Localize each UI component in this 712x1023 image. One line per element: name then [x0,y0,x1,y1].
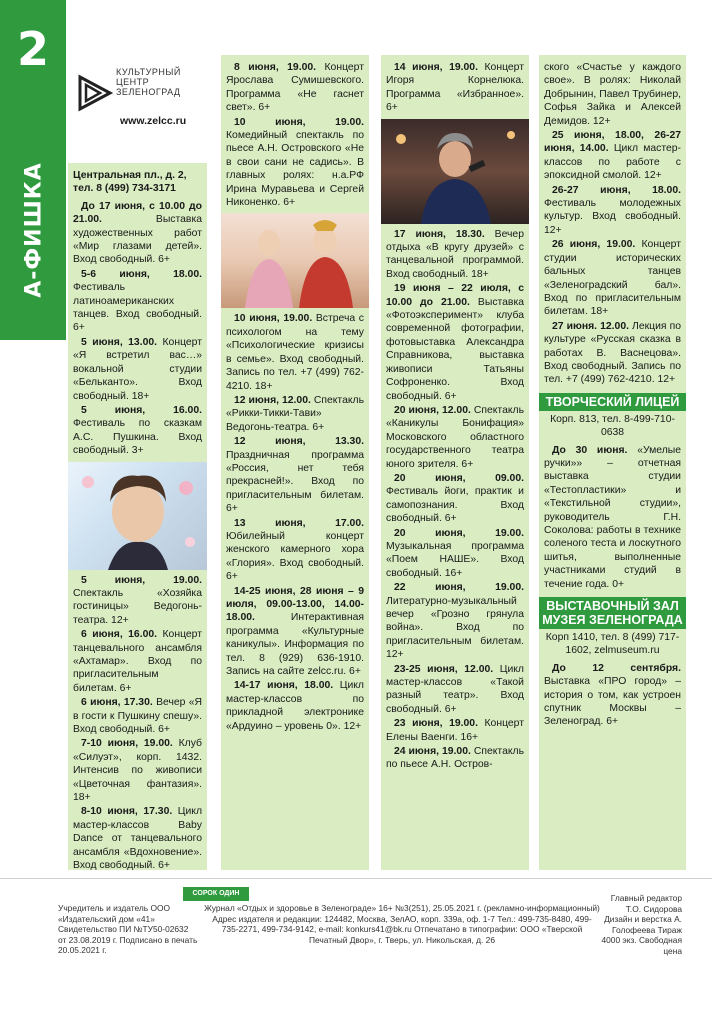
event-item [73,336,202,403]
venue-banner-museum: ВЫСТАВОЧНЫЙ ЗАЛ МУЗЕЯ ЗЕЛЕНОГРАДА [539,597,686,629]
event-text: Выставка художественных работ «Мир глазами детей». Вход свободный. 6+ [73,214,202,266]
venue-banner-lyceum: ТВОРЧЕСКИЙ ЛИЦЕЙ [539,393,686,411]
event-continuation: ского «Счастье у каждого свое». В ролях: Николай Добрынин, Павел Трубинер, Софья Зайка и Алексей Демидов. 12+ [544,62,681,127]
event-date: До 17 июня, с 10.00 до 21.00. [73,200,202,226]
event-text: Юбилейный концерт женского камерного хора «Глория». Вход свободный. 6+ [226,530,364,583]
event-text: Цикл мастер-классов по прикладной электронике «Ардуино – уровень 0». 12+ [226,680,364,732]
event-item [73,737,202,804]
event-item [73,805,202,870]
pushkin-portrait-image [68,462,207,570]
event-text: Фестиваль йоги, практик и самопознания. Вход свободный. 6+ [386,486,524,525]
event-item [544,662,681,729]
event-item [73,268,202,335]
events-list [68,574,207,870]
event-text: Музыкальная программа «Поем НАШЕ». Вход свободный. 16+ [386,540,524,579]
event-date: 5 июня, 13.00. [81,336,158,348]
section-label-text: А-ФИШКА [21,162,47,298]
event-text: Выставка «Фотоэксперимент» клуба современной фотографии, фотовыставка Александра Справникова, выставка живописи Татьяны Софроненко. Вход свободный. 6+ [386,296,525,402]
event-date: 12 июня, 12.00. [234,394,311,406]
journal-info: Журнал «Отдых и здоровье в Зеленограде» 16+ №3(251), 25.05.2021 г. (рекламно-информационный) Адрес издателя и редакции: 124482, Москва, ЗелАО, корп. 339а, оф. 1-7 Тел.: 499-735-8480, 499-735-2271, 499-734-9142, e-mail: konkurs41@bk.ru Отпечатано в типографии: ООО «Тверской Печатный Двор», г. Тверь, ул. Никольская, д. 26 [204,903,600,945]
events-list [381,228,529,772]
event-item [386,61,524,115]
event-item [226,435,364,515]
event-text: Фестиваль латиноамериканских танцев. Вход свободный. 6+ [73,282,202,334]
event-date: 5 июня, 16.00. [81,404,202,416]
events-list [539,444,686,591]
events-list [539,55,686,387]
event-text: Литературно-музыкальный вечер «Грозно грянула война». Вход по пригласительным билетам. 12+ [386,595,524,661]
event-text: Клуб «Силуэт», корп. 1432. Интенсив по живописи «Цветочная фантазия». 18+ [73,738,202,804]
event-item [73,628,202,695]
event-item [73,696,202,736]
event-date: 26 июня, 19.00. [552,239,636,251]
event-date: 6 июня, 17.30. [81,697,153,709]
imprint-footer [0,878,712,1023]
event-date: 8-10 июня, 17.30. [81,806,173,818]
events-list [68,200,207,458]
event-item [226,394,364,434]
event-date: 23-25 июня, 12.00. [394,663,494,675]
event-item [386,228,524,282]
column-2 [221,55,369,870]
event-date: 26-27 июня, 18.00. [552,184,681,196]
event-text: «Умелые ручки»» – отчетная выставка студии «Тестопластики» и «Текстильной студии», руководитель Г.Н. Соколова: работы в технике соленого теста и лоскутного шитья, выполненные участниками студий в течение года. 0+ [544,444,682,590]
event-item [386,581,524,661]
event-text: Концерт Елены Ваенги. 16+ [386,718,524,743]
event-text: Цикл мастер-классов по работе с эпоксидной смолой. 12+ [544,143,682,182]
event-date: 20 июня, 19.00. [394,527,524,539]
event-text: Концерт танцевального ансамбля «Ахтамар». Вход по пригласительным билетам. 6+ [73,629,202,694]
event-text: Спектакль «Рикки-Тикки-Тави» Ведогонь-театра. 6+ [226,394,364,433]
venue-info-lyceum: Корп. 813, тел. 8-499-710-0638 [550,413,675,439]
theatre-photo-image [221,213,369,308]
singer-photo-image [381,119,529,224]
event-date: 14-25 июня, 28 июня – 9 июля, 09.00-13.00, 14.00-18.00. [226,585,364,624]
event-item [73,200,202,267]
column-1 [68,55,207,870]
event-text: Фестиваль молодежных культур. Вход свободный. 12+ [544,198,681,236]
event-text: Концерт Ярослава Сумишевского. Программа «Не гаснет свет». 6+ [226,62,364,114]
event-date: 25 июня, 18.00, 26-27 июня, 14.00. [544,130,681,155]
event-item [544,238,681,318]
event-text: Лекция по культуре «Русская сказка в работах В. Васнецова». Вход свободный. Запись по тел. +7 (499) 762-4210. 12+ [544,320,681,386]
column-3 [381,55,529,870]
venue-info-museum: Корп 1410, тел. 8 (499) 717-1602, zelmuseum.ru [545,632,680,657]
event-item [386,404,524,471]
event-item [544,129,681,183]
event-date: 19 июня – 22 июля, с 10.00 до 21.00. [386,283,524,308]
event-date: 13 июня, 17.00. [234,517,364,529]
event-date: 14-17 июня, 18.00. [234,680,334,692]
event-date: 22 июня, 19.00. [394,582,524,594]
event-date: 20 июня, 09.00. [394,472,524,484]
address: Центральная пл., д. 2, тел. 8 (499) 734-3171 [73,170,187,195]
event-text: Комедийный спектакль по пьесе А.Н. Островского «Не в свои сани не садись». В главных ролях: н.а.РФ Ирина Муравьева и Сергей Никоненко. 6+ [226,130,364,209]
event-item [386,663,524,717]
event-item [386,282,524,403]
event-date: До 12 сентября. [552,662,681,674]
event-date: 17 июня, 18.30. [394,228,485,240]
events-list [221,312,369,733]
event-item [544,444,681,591]
event-date: До 30 июня. [552,444,628,456]
culture-center-logo-icon [76,73,114,113]
event-date: 6 июня, 16.00. [81,629,158,641]
event-date: 27 июня. 12.00. [552,320,629,332]
event-text: Интерактивная программа «Культурные каникулы». Информация по тел. 8 (929) 636-1910. Запись на сайте zelcc.ru. 6+ [226,612,364,678]
event-item [73,404,202,458]
publisher-logo: СОРОК ОДИН [183,887,249,901]
event-text: Концерт студии исторических бальных танцев «Зеленоградский бал». Вход по пригласительным билетам. 18+ [544,239,681,318]
event-date: 23 июня, 19.00. [394,718,478,730]
event-item [544,184,681,238]
event-text: Спектакль по пьесе А.Н. Остров- [386,746,524,771]
event-item [544,320,681,387]
event-text: Концерт «Я встретил вас…» вокальной студии «Бельканто». Вход свободный. 18+ [73,336,202,402]
event-text: Спектакль «Каникулы Бонифация» Московского областного государственного театра юного зрителя. 6+ [386,404,524,470]
event-item [226,312,364,392]
event-date: 8 июня, 19.00. [234,62,317,73]
event-date: 10 июня, 19.00. [234,313,313,325]
page-number: 2 [16,22,49,76]
event-date: 24 июня, 19.00. [394,746,471,758]
event-text: Выставка «ПРО город» – история о том, как устроен спутник Москвы – Зеленоград. 6+ [544,676,681,728]
event-item [226,61,364,115]
event-item [386,527,524,581]
event-date: 12 июня, 13.30. [234,436,364,448]
event-text: Концерт Игоря Корнелюка. Программа «Избранное». 6+ [386,62,524,114]
site-link[interactable]: www.zelcc.ru [120,115,187,127]
event-text: Цикл мастер-классов Baby Dance от танцевального ансамбля «Вдохновение». Вход свободный. 6+ [73,806,203,870]
events-list [539,662,686,729]
events-list [221,55,369,209]
event-item [386,717,524,744]
event-text: Спектакль «Хозяйка гостиницы» Ведогонь-театра. 12+ [73,587,202,626]
event-date: 5-6 июня, 18.00. [81,268,202,280]
events-list [381,55,529,115]
event-date: 20 июня, 12.00. [394,404,471,416]
sidebar-stripe [0,0,66,340]
event-text: Вечер отдыха «В кругу друзей» с танцевальной программой. Вход свободный. 18+ [386,228,524,280]
event-item [386,472,524,526]
event-text: Встреча с психологом на тему «Психологические кризисы в семье». Вход свободный. Запись по тел. +7 (499) 762-4210. 18+ [226,313,365,392]
event-date: 5 июня, 19.00. [81,574,202,586]
event-date: 10 июня, 19.00. [234,116,364,128]
event-item [226,679,364,733]
event-text: Цикл мастер-классов «Такой разный театр». Вход свободный. 6+ [386,663,524,715]
logo-name: КУЛЬТУРНЫЙ ЦЕНТР ЗЕЛЕНОГРАД [116,67,181,97]
section-label [4,130,64,330]
publisher-info: Учредитель и издатель ООО «Издательский дом «41» Свидетельство ПИ №ТУ50-02632 от 23.08.2019 г. Подписано в печать 20.05.2021 г. [58,903,198,956]
logo-block [68,55,207,163]
editor-info: Главный редактор Т.О. Сидорова Дизайн и верстка А. Голофеева Тираж 4000 экз. Свободная цена [601,893,682,956]
event-item [226,585,364,679]
event-date: 14 июня, 19.00. [394,62,478,73]
event-text: Вечер «Я в гости к Пушкину спешу». Вход свободный. 6+ [73,697,202,735]
event-item [226,517,364,584]
event-text: Фестиваль по сказкам А.С. Пушкина. Вход свободный. 3+ [73,418,202,457]
event-text: Праздничная программа «Россия, нет тебя прекрасней!». Вход по пригласительным билетам. 6+ [226,449,364,515]
event-item [386,745,524,772]
event-item [73,574,202,628]
event-date: 7-10 июня, 19.00. [81,738,173,750]
column-4 [539,55,686,870]
event-item [226,116,364,210]
